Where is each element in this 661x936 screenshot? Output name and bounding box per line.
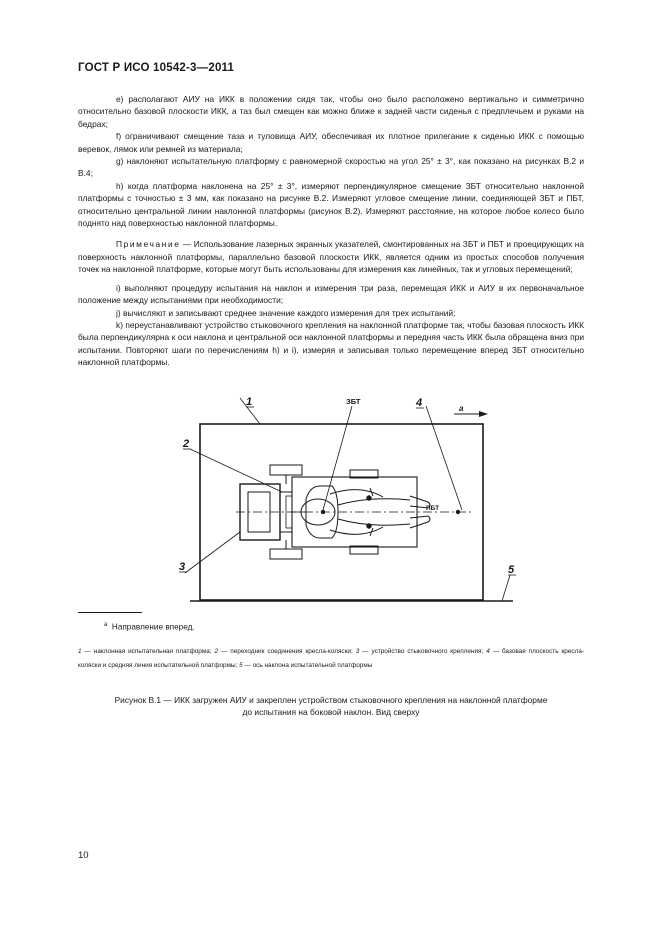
note-paragraph (78, 238, 584, 275)
label-2: 2 (183, 438, 190, 450)
label-zbt: ЗБТ (346, 397, 361, 406)
footnote-rule (78, 612, 142, 613)
figure-legend (78, 645, 584, 672)
body-text (78, 93, 584, 369)
legend-num-2: 2 (214, 648, 219, 655)
paragraph-g: g) наклоняют испытательную платформу с равномерной скоростью на угол 25° ± 3°, как показано на рисунках В.2 и В.4; (78, 156, 584, 179)
leader-zbt (323, 406, 352, 510)
figure-caption (78, 694, 584, 719)
legend-text-3: — устройство стыковочного крепления; (359, 648, 487, 655)
label-4: 4 (416, 397, 423, 409)
legend-num-1: 1 (78, 648, 82, 655)
document-header: ГОСТ Р ИСО 10542-3—2011 (78, 62, 235, 74)
footnote-marker: a (104, 622, 108, 628)
legend-num-3: 3 (355, 648, 360, 655)
legend-text-1: — наклонная испытательная платформа; (81, 648, 215, 655)
note-text: — Использование лазерных экранных указателей, смонтированных на ЗБТ и ПБТ и проецирующих на поверхность наклонной платформы, параллельно базовой плоскости ИКК, является одним из простых способов получения точек на наклонной платформе, которые могут быть использованы для измерения как линейных, так и угловых перемещений; (78, 239, 584, 275)
label-3: 3 (179, 561, 186, 573)
paragraph-h: h) когда платформа наклонена на 25° ± 3°, измеряют перпендикулярное смещение ЗБТ относительно наклонной платформы с точностью ± 3 мм, как показано на рисунке В.2. Измеряют угловое смещение линии, соединяющей ЗБТ и ПБТ, относительно центральной линии наклонной платформы (рисунок В.2). Измеряют расстояние, на которое любое колесо было поднято над поверхностью наклонной платформы. (78, 180, 584, 229)
legend-text-4: — базовая плоскость кресла-коляски и средняя линия испытательной платформы; (78, 648, 584, 669)
legend-num-5: 5 (239, 661, 243, 669)
paragraph-j: j) вычисляют и записывают среднее значение каждого измерения для трех испытаний; (116, 307, 456, 318)
pbt-point (456, 510, 460, 514)
leader-5 (502, 575, 510, 601)
paragraph-k: k) переустанавливают устройство стыковочного крепления на наклонной платформе так, чтобы базовая плоскость ИКК была перпендикулярна к оси наклона и центральной оси наклонной платформы и передняя часть ИКК была обращена вниз при испытании. Повторяют шаги по перечислениям h) и i), измеряя и записывая только перемещение вперед ЗБТ относительно наклонной платформы. (78, 319, 584, 368)
figure-b1-diagram (170, 392, 530, 612)
label-1: 1 (246, 396, 253, 408)
zbt-point (321, 510, 325, 514)
leader-3 (185, 532, 240, 573)
leader-4 (426, 406, 462, 510)
label-5: 5 (508, 564, 515, 576)
page-number: 10 (78, 850, 89, 861)
arrow-head-icon (479, 411, 488, 417)
legend-num-4: 4 (486, 648, 490, 655)
leader-2 (190, 449, 282, 492)
caption-line-1: Рисунок В.1 — ИКК загружен АИУ и закреплен устройством стыковочного крепления на наклонной платформе (114, 695, 548, 705)
footnote-text: Направление вперед. (111, 622, 195, 632)
paragraph-e: е) располагают АИУ на ИКК в положении сидя так, чтобы оно было расположено вертикально и симметрично относительно базовой плоскости ИКК, а таз был смещен как можно ближе к задней части сиденья с предплечьем и руками на бедрах; (78, 94, 584, 129)
legend-text-2: — переходник соединения кресла-коляски; (218, 648, 356, 655)
paragraph-i: i) выполняют процедуру испытания на наклон и измерения три раза, перемещая ИКК и АИУ в их первоначальное положение между испытаниями при необходимости; (78, 282, 584, 306)
label-direction: a (459, 404, 464, 413)
legend-text-5: — ось наклона испытательной платформы (242, 661, 373, 669)
caption-line-2: до испытания на боковой наклон. Вид сверху (242, 707, 420, 718)
footnote (104, 622, 195, 632)
paragraph-f: f) ограничивают смещение таза и туловища АИУ, обеспечивая их плотное прилегание к сиденью ИКК с помощью веревок, лямок или ремней из материала; (78, 131, 584, 154)
note-label: Примечание (116, 239, 181, 250)
label-pbt: ПБТ (426, 505, 440, 512)
